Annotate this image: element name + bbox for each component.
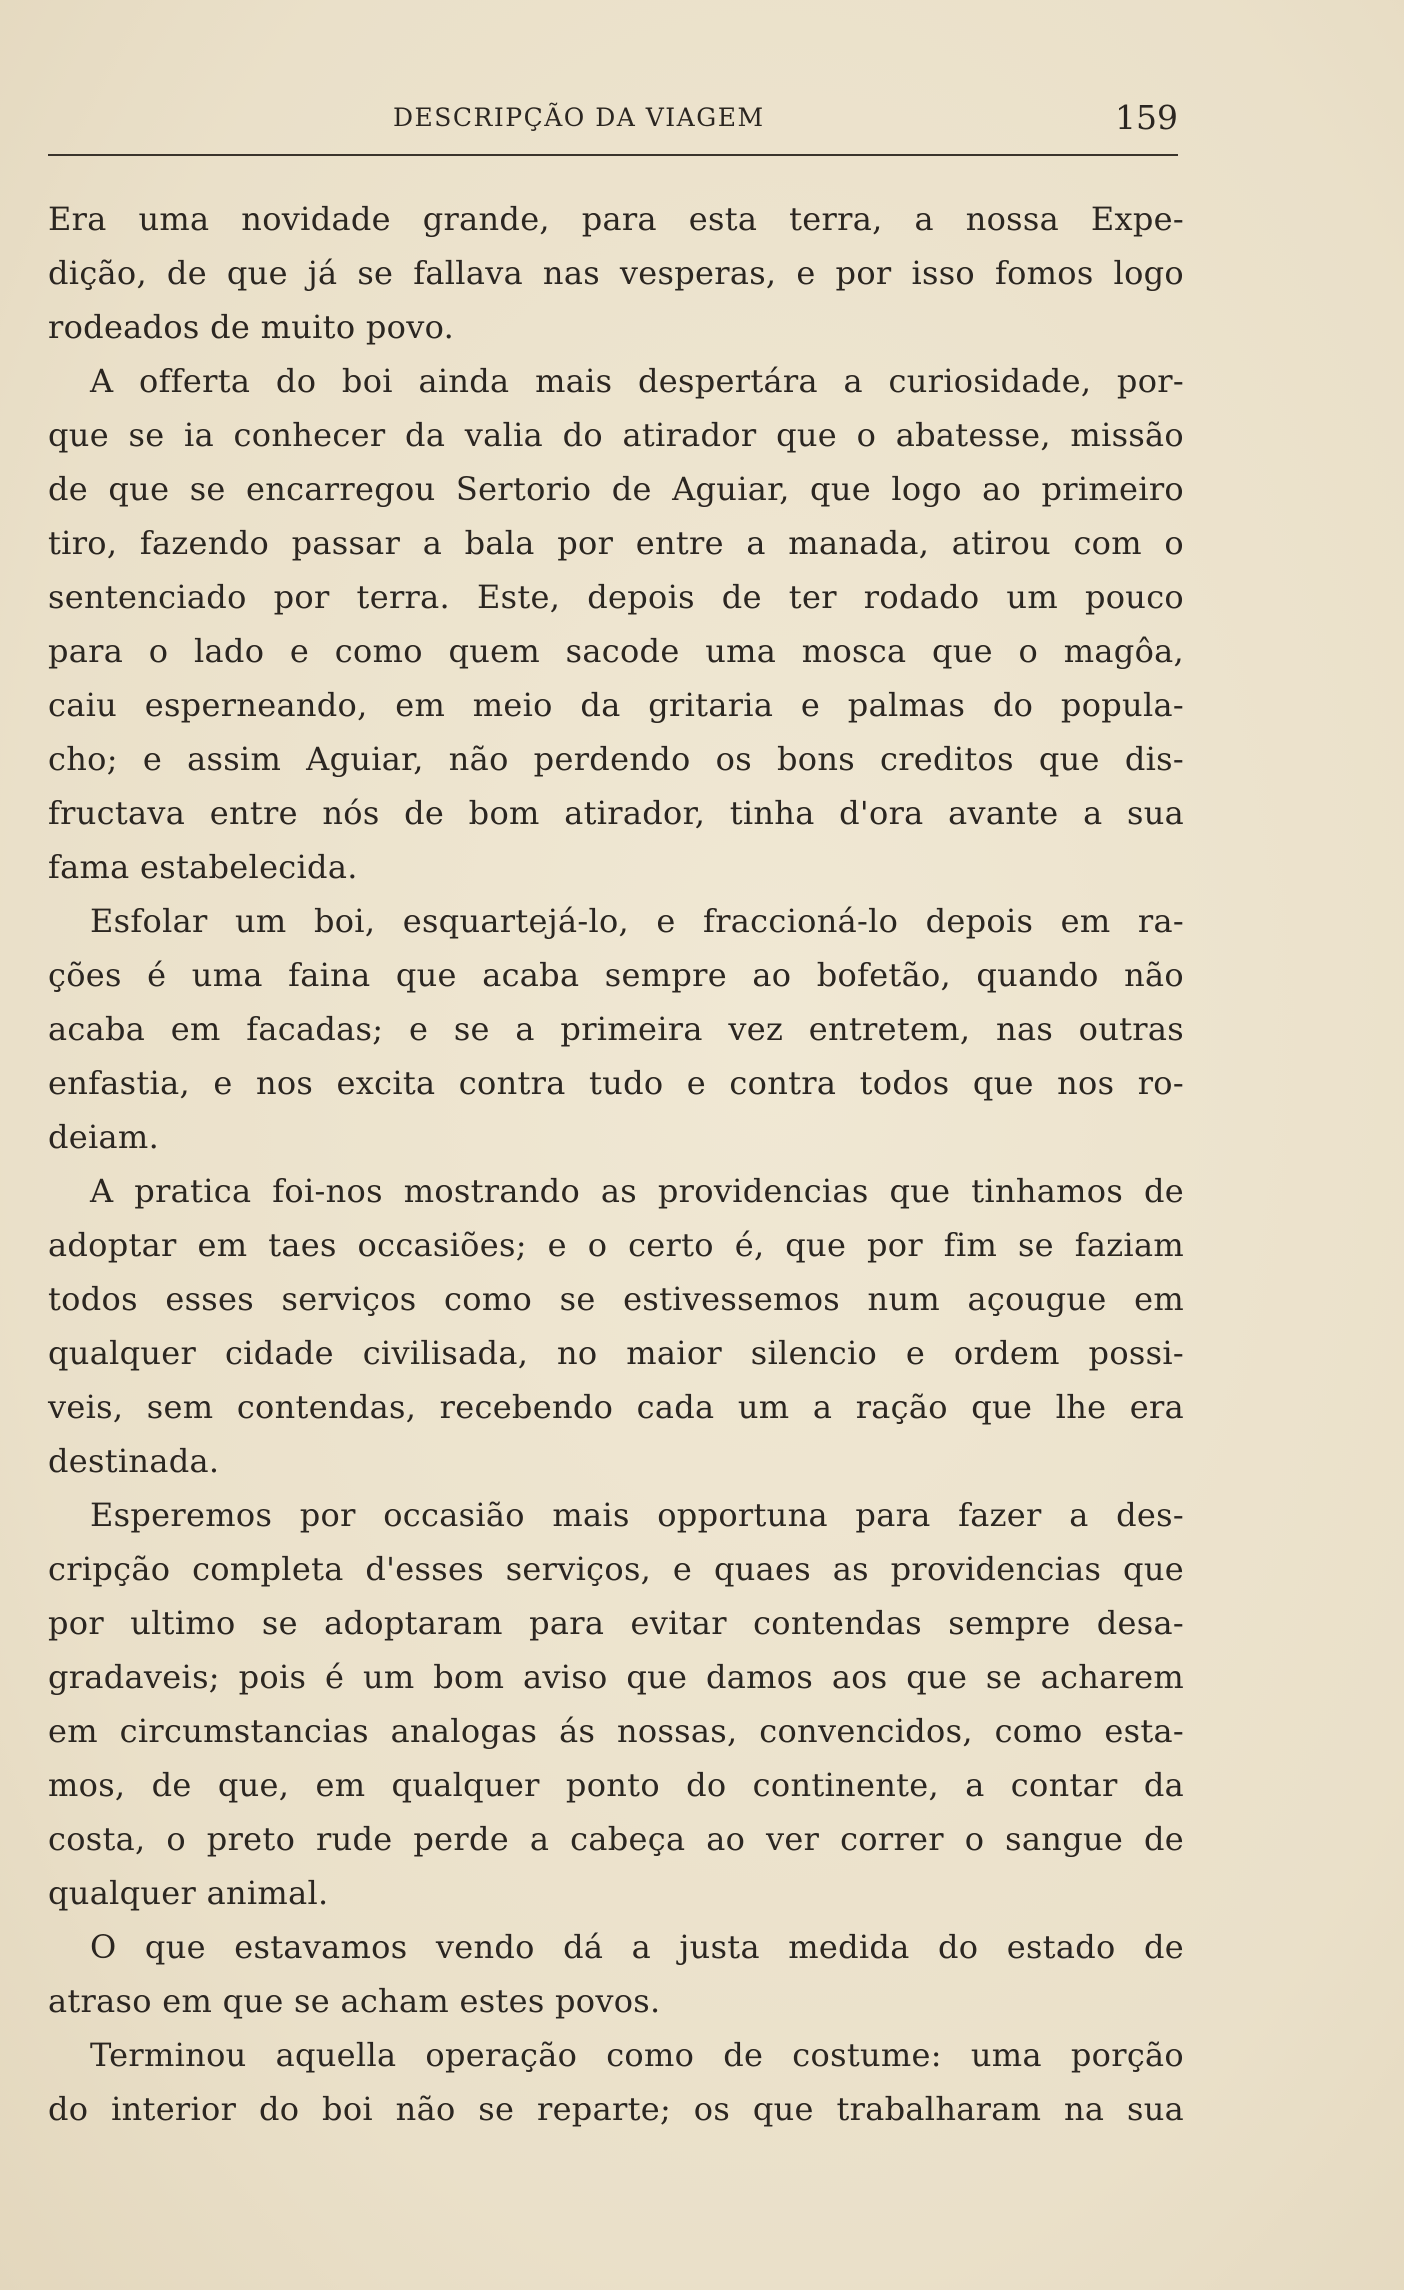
text-line: do interior do boi não se reparte; os que trabalharam na sua: [48, 2090, 1184, 2128]
text-line: dição, de que já se fallava nas vesperas, e por isso fomos logo: [48, 254, 1184, 292]
text-line: qualquer animal.: [48, 1874, 329, 1912]
text-line: Era uma novidade grande, para esta terra, a nossa Expe-: [48, 200, 1184, 238]
text-line: fructava entre nós de bom atirador, tinha d'ora avante a sua: [48, 794, 1184, 832]
text-line: para o lado e como quem sacode uma mosca que o magôa,: [48, 632, 1184, 670]
text-line: qualquer cidade civilisada, no maior silencio e ordem possi-: [48, 1334, 1184, 1372]
text-line: atraso em que se acham estes povos.: [48, 1982, 661, 2020]
page-header: [48, 94, 1178, 142]
text-line: cho; e assim Aguiar, não perdendo os bons creditos que dis-: [48, 740, 1184, 778]
text-line: Terminou aquella operação como de costume: uma porção: [90, 2036, 1184, 2074]
text-line: tiro, fazendo passar a bala por entre a manada, atirou com o: [48, 524, 1184, 562]
text-line: sentenciado por terra. Este, depois de ter rodado um pouco: [48, 578, 1184, 616]
text-line: em circumstancias analogas ás nossas, convencidos, como esta-: [48, 1712, 1184, 1750]
page-number: 159: [1115, 98, 1178, 137]
text-line: mos, de que, em qualquer ponto do continente, a contar da: [48, 1766, 1184, 1804]
header-rule: [48, 154, 1178, 156]
text-line: costa, o preto rude perde a cabeça ao ver correr o sangue de: [48, 1820, 1184, 1858]
text-line: ções é uma faina que acaba sempre ao bofetão, quando não: [48, 956, 1184, 994]
text-line: gradaveis; pois é um bom aviso que damos aos que se acharem: [48, 1658, 1184, 1696]
text-line: fama estabelecida.: [48, 848, 358, 886]
text-line: acaba em facadas; e se a primeira vez entretem, nas outras: [48, 1010, 1184, 1048]
text-line: cripção completa d'esses serviços, e quaes as providencias que: [48, 1550, 1184, 1588]
text-line: deiam.: [48, 1118, 160, 1156]
text-line: Esperemos por occasião mais opportuna para fazer a des-: [90, 1496, 1184, 1534]
text-line: destinada.: [48, 1442, 220, 1480]
text-line: veis, sem contendas, recebendo cada um a ração que lhe era: [48, 1388, 1184, 1426]
text-line: A offerta do boi ainda mais despertára a curiosidade, por-: [90, 362, 1184, 400]
text-line: caiu esperneando, em meio da gritaria e palmas do popula-: [48, 686, 1184, 724]
text-line: enfastia, e nos excita contra tudo e contra todos que nos ro-: [48, 1064, 1184, 1102]
text-line: que se ia conhecer da valia do atirador que o abatesse, missão: [48, 416, 1184, 454]
text-line: todos esses serviços como se estivessemos num açougue em: [48, 1280, 1184, 1318]
text-line: A pratica foi-nos mostrando as providencias que tinhamos de: [90, 1172, 1184, 1210]
running-title: DESCRIPÇÃO DA VIAGEM: [393, 103, 765, 132]
text-line: O que estavamos vendo dá a justa medida do estado de: [90, 1928, 1184, 1966]
text-line: de que se encarregou Sertorio de Aguiar, que logo ao primeiro: [48, 470, 1184, 508]
text-line: adoptar em taes occasiões; e o certo é, que por fim se faziam: [48, 1226, 1184, 1264]
body-text: [48, 192, 1184, 2136]
text-line: rodeados de muito povo.: [48, 308, 455, 346]
text-line: Esfolar um boi, esquartejá-lo, e fraccioná-lo depois em ra-: [90, 902, 1184, 940]
text-line: por ultimo se adoptaram para evitar contendas sempre desa-: [48, 1604, 1184, 1642]
